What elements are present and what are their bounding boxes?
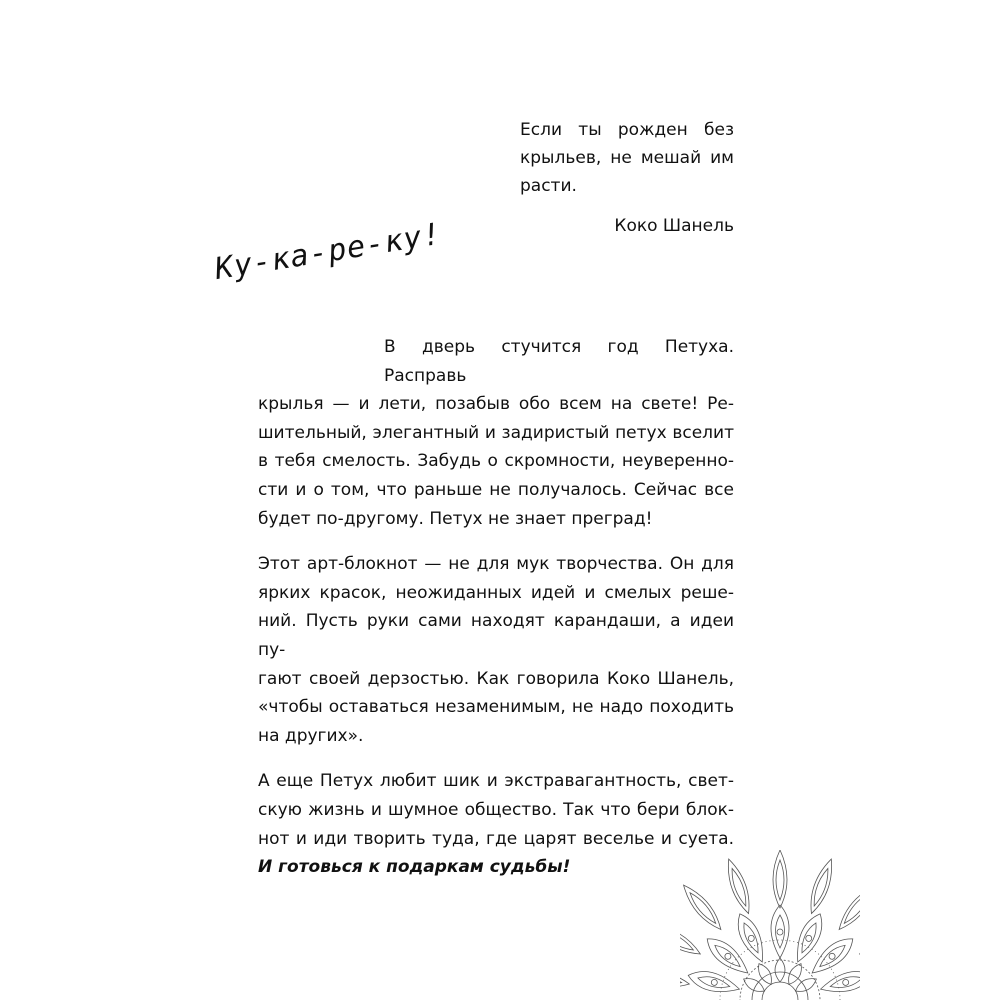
emphasis-line: И готовься к подаркам судьбы! xyxy=(258,857,571,878)
paragraph-line: в тебя смелость. Забудь о скромности, неуверенно- xyxy=(258,451,734,472)
paragraph-line: сти и о том, что раньше не получалось. Сейчас все xyxy=(258,479,734,500)
paragraph-line: шительный, элегантный и задиристый петух вселит xyxy=(258,422,734,443)
epigraph-line: крыльев, не мешай им xyxy=(520,148,734,168)
paragraph-line: А еще Петух любит шик и экстравагантность, свет- xyxy=(258,771,734,792)
handwritten-heading: Ку-ка-ре-ку! xyxy=(212,216,444,287)
paragraph-line: ний. Пусть руки сами находят карандаши, а идеи пу- xyxy=(258,611,734,660)
paragraph-line: нот и иди творить туда, где царят веселье и суета. xyxy=(258,828,734,849)
paragraph-line: ярких красок, неожиданных идей и смелых реше- xyxy=(258,582,734,603)
paragraph-line: крылья — и лети, позабыв обо всем на свете! Ре- xyxy=(258,394,734,415)
epigraph-line: расти. xyxy=(520,176,577,196)
paragraph-line: гают своей дерзостью. Как говорила Коко Шанель, xyxy=(258,668,734,689)
paragraph-line: будет по-другому. Петух не знает преград! xyxy=(258,508,653,529)
paragraph-line: на других». xyxy=(258,725,364,746)
paragraph-line: В дверь стучится год Петуха. Расправь xyxy=(384,337,734,386)
epigraph-quote xyxy=(520,116,734,240)
mandala-ornament-icon xyxy=(680,850,860,1000)
epigraph-author: Коко Шанель xyxy=(614,216,734,236)
paragraph-extravagance xyxy=(258,767,734,881)
body-text xyxy=(258,333,734,899)
paragraph-line: «чтобы оставаться незаменимым, не надо походить xyxy=(258,697,734,718)
paragraph-line: скую жизнь и шумное общество. Так что бери блок- xyxy=(258,799,734,820)
paragraph-art-notebook xyxy=(258,550,734,750)
paragraph-intro xyxy=(258,333,734,533)
paragraph-line: Этот арт-блокнот — не для мук творчества. Он для xyxy=(258,554,734,575)
epigraph-line: Если ты рожден без xyxy=(520,120,734,140)
